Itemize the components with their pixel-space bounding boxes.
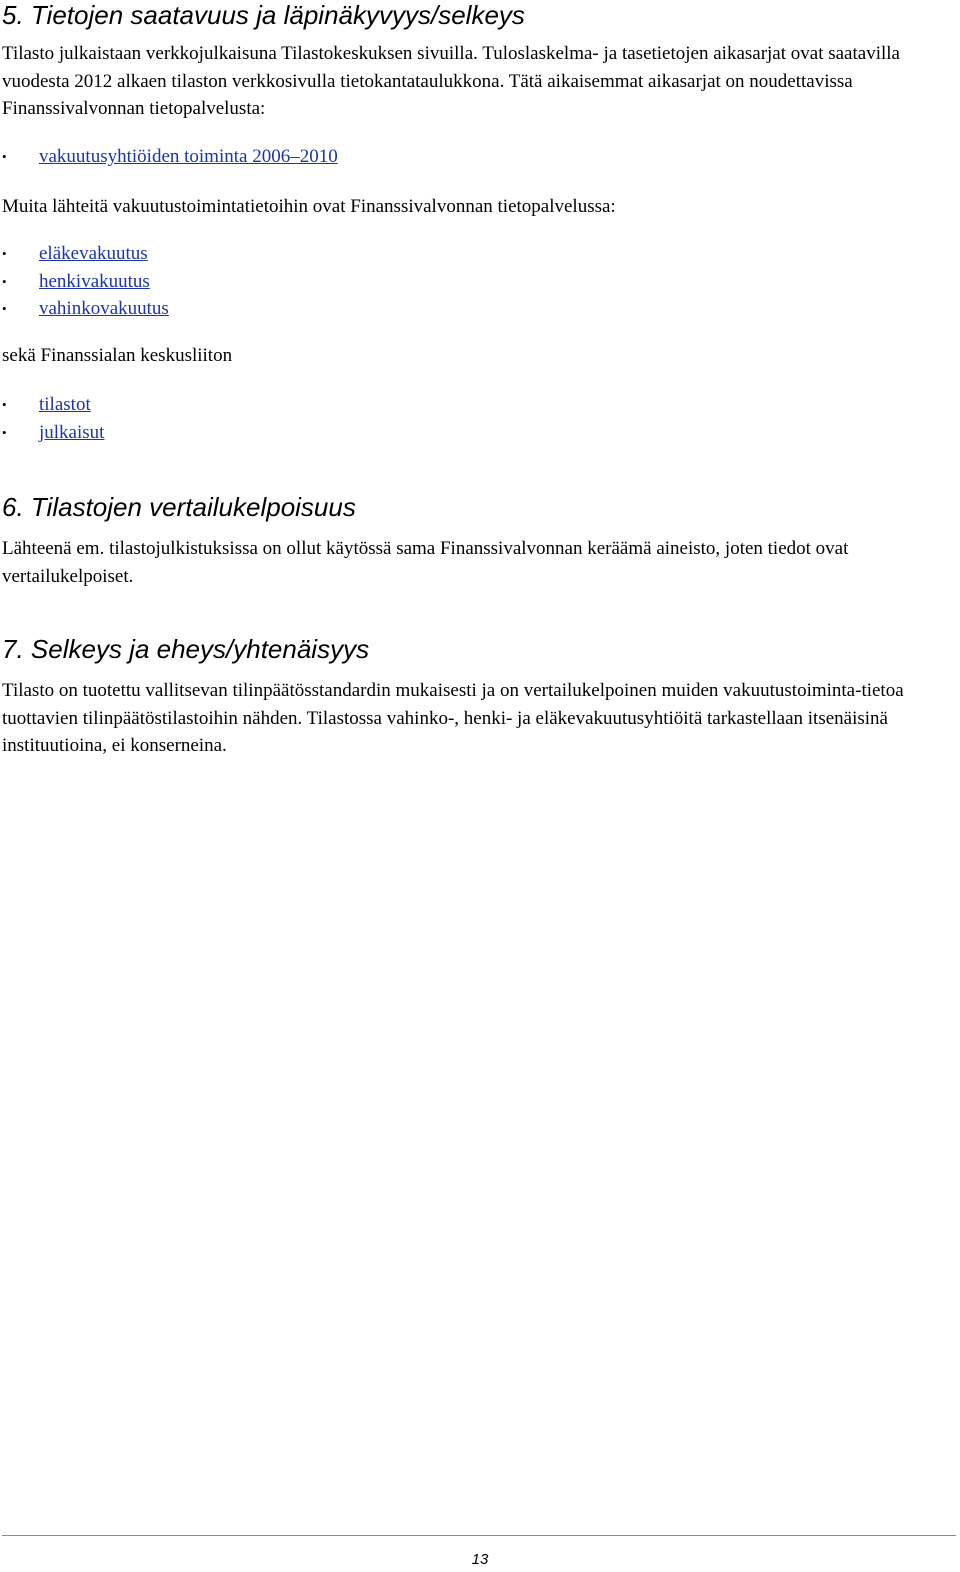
list-item [2,268,169,296]
link-insurance-companies-2006-2010[interactable]: vakuutusyhtiöiden toiminta 2006–2010 [39,146,338,167]
section-6-heading: 6. Tilastojen vertailukelpoisuus [2,492,356,522]
link-statistics[interactable]: tilastot [39,394,91,415]
section-5-heading: 5. Tietojen saatavuus ja läpinäkyvyys/selkeys [2,0,525,30]
section-6-text: Lähteenä em. tilastojulkistuksissa on ollut käytössä sama Finanssivalvonnan keräämä aineisto, joten tiedot ovat vertailukelpoiset. [2,538,849,587]
section-5-also: sekä Finanssialan keskusliiton [2,345,233,366]
bullet-icon: • [2,246,7,261]
list-item [2,240,169,268]
section-5-intro: Tilasto julkaistaan verkkojulkaisuna Tilastokeskuksen sivuilla. Tuloslaskelma- ja tasetietojen aikasarjat ovat saatavilla vuodesta 2012 alkaen tilaston verkkosivulla tietokantataulukkona. Tätä aikaisemmat aikasarjat on noudettavissa Finanssivalvonnan tietopalvelusta: [2,43,900,119]
list-item [2,143,338,171]
section-7-text: Tilasto on tuotettu vallitsevan tilinpäätösstandardin mukaisesti ja on vertailukelpoinen muiden vakuutustoiminta-tietoa tuottavien tilinpäätöstilastoihin nähden. Tilastossa vahinko-, henki- ja eläkevakuutusyhtiöitä tarkastellaan itsenäisinä instituutioina, ei konserneina. [2,680,904,756]
link-list-history [2,143,338,171]
footer-divider [2,1535,956,1536]
bullet-icon: • [2,273,7,289]
bullet-icon: • [2,424,7,440]
list-item [2,391,104,419]
link-pension-insurance[interactable]: eläkevakuutus [39,243,148,264]
list-item [2,419,104,447]
link-life-insurance[interactable]: henkivakuutus [39,270,150,292]
bullet-icon: • [2,301,7,316]
section-7-heading: 7. Selkeys ja eheys/yhtenäisyys [2,634,370,664]
link-list-fa [2,391,104,446]
link-list-fiva [2,240,169,323]
list-item [2,295,169,323]
section-5-other-sources: Muita lähteitä vakuutustoimintatietoihin ovat Finanssivalvonnan tietopalvelussa: [2,196,616,217]
link-non-life-insurance[interactable]: vahinkovakuutus [39,298,169,319]
page-number: 13 [471,1551,489,1568]
link-publications[interactable]: julkaisut [39,421,105,443]
bullet-icon: • [2,397,7,412]
bullet-icon: • [2,149,7,164]
